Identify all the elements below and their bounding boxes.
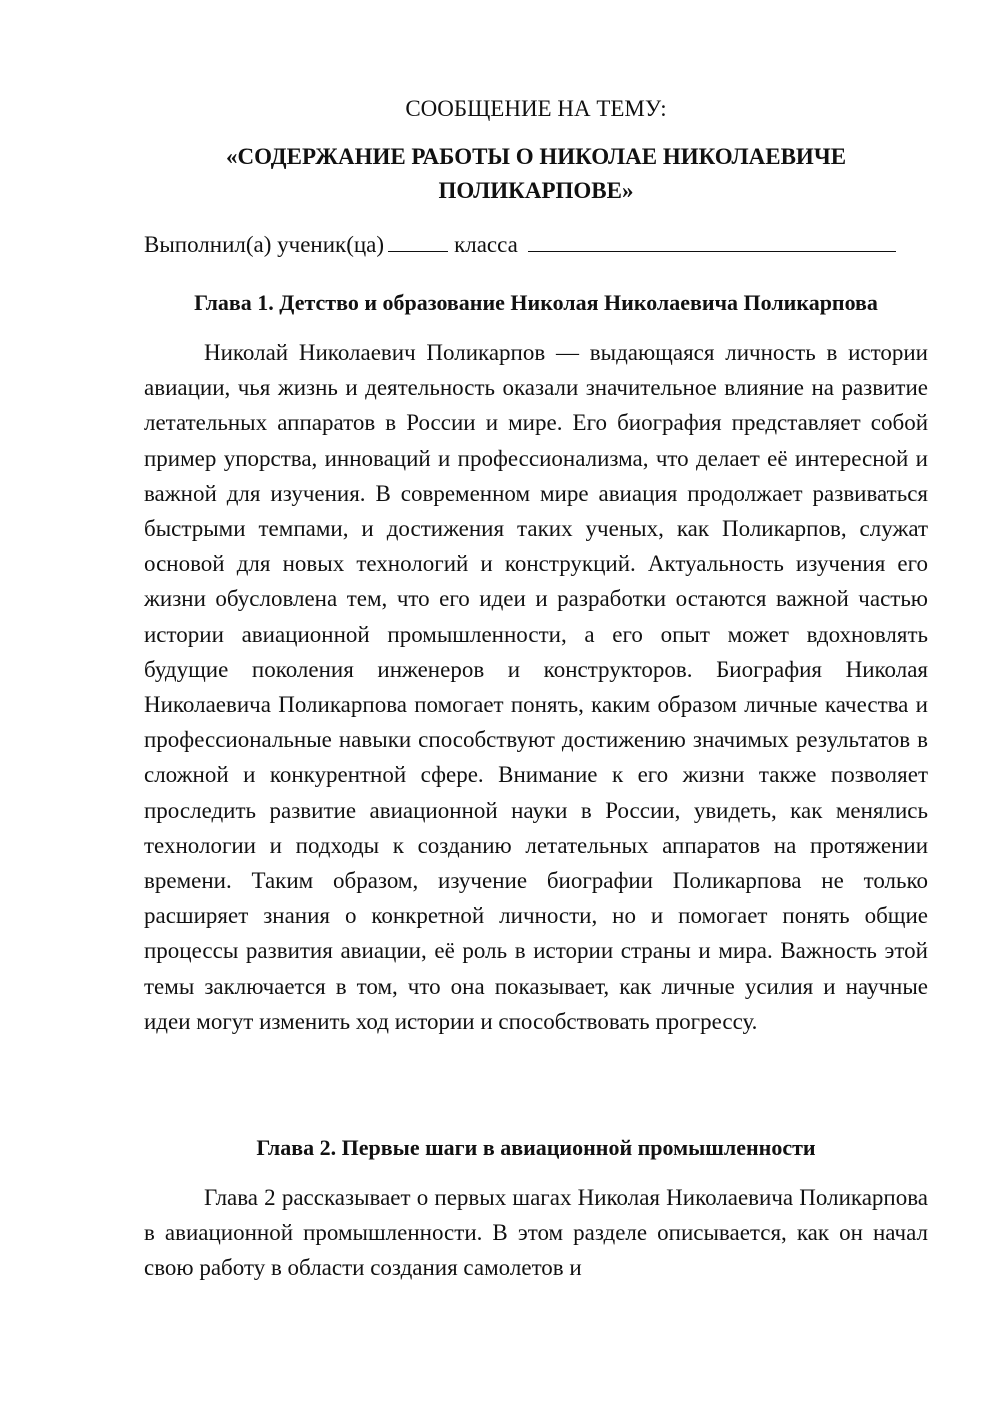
student-signature-line — [144, 228, 928, 262]
student-label: Выполнил(а) ученик(ца) — [144, 232, 385, 257]
chapter-1-paragraph: Николай Николаевич Поликарпов — выдающаяся личность в истории авиации, чья жизнь и деятельность оказали значительное влияние на развитие летательных аппаратов в России и мире. Его биография представляет собой пример упорства, инноваций и профессионализма, что делает её интересной и важной для изучения. В современном мире авиация продолжает развиваться быстрыми темпами, и достижения таких ученых, как Поликарпов, служат основой для новых технологий и конструкций. Актуальность изучения его жизни обусловлена тем, что его идеи и разработки остаются важной частью истории авиационной промышленности, а его опыт может вдохновлять будущие поколения инженеров и конструкторов. Биография Николая Николаевича Поликарпова помогает понять, каким образом личные качества и профессиональные навыки способствуют достижению значимых результатов в сложной и конкурентной сфере. Внимание к его жизни также позволяет проследить развитие авиационной науки в России, увидеть, как менялись технологии и подходы к созданию летательных аппаратов на протяжении времени. Таким образом, изучение биографии Поликарпова не только расширяет знания о конкретной личности, но и помогает понять общие процессы развития авиации, её роль в истории страны и мира. Важность этой темы заключается в том, что она показывает, как личные усилия и научные идеи могут изменить ход истории и способствовать прогрессу. — [144, 340, 928, 1034]
document-title: «СОДЕРЖАНИЕ РАБОТЫ О НИКОЛАЕ НИКОЛАЕВИЧЕ ПОЛИКАРПОВЕ» — [225, 144, 847, 203]
chapter-2-heading: Глава 2. Первые шаги в авиационной промышленности — [256, 1135, 816, 1160]
class-number-blank — [388, 229, 448, 252]
document-page — [144, 0, 928, 1414]
chapter-2-paragraph: Глава 2 рассказывает о первых шагах Николая Николаевича Поликарпова в авиационной промышленности. В этом разделе описывается, как он начал свою работу в области создания самолетов и — [144, 1185, 928, 1281]
document-label: СООБЩЕНИЕ НА ТЕМУ: — [405, 96, 667, 121]
class-label: класса — [454, 232, 518, 257]
student-name-blank — [528, 229, 896, 252]
chapter-1-heading: Глава 1. Детство и образование Николая Николаевича Поликарпова — [194, 290, 878, 315]
